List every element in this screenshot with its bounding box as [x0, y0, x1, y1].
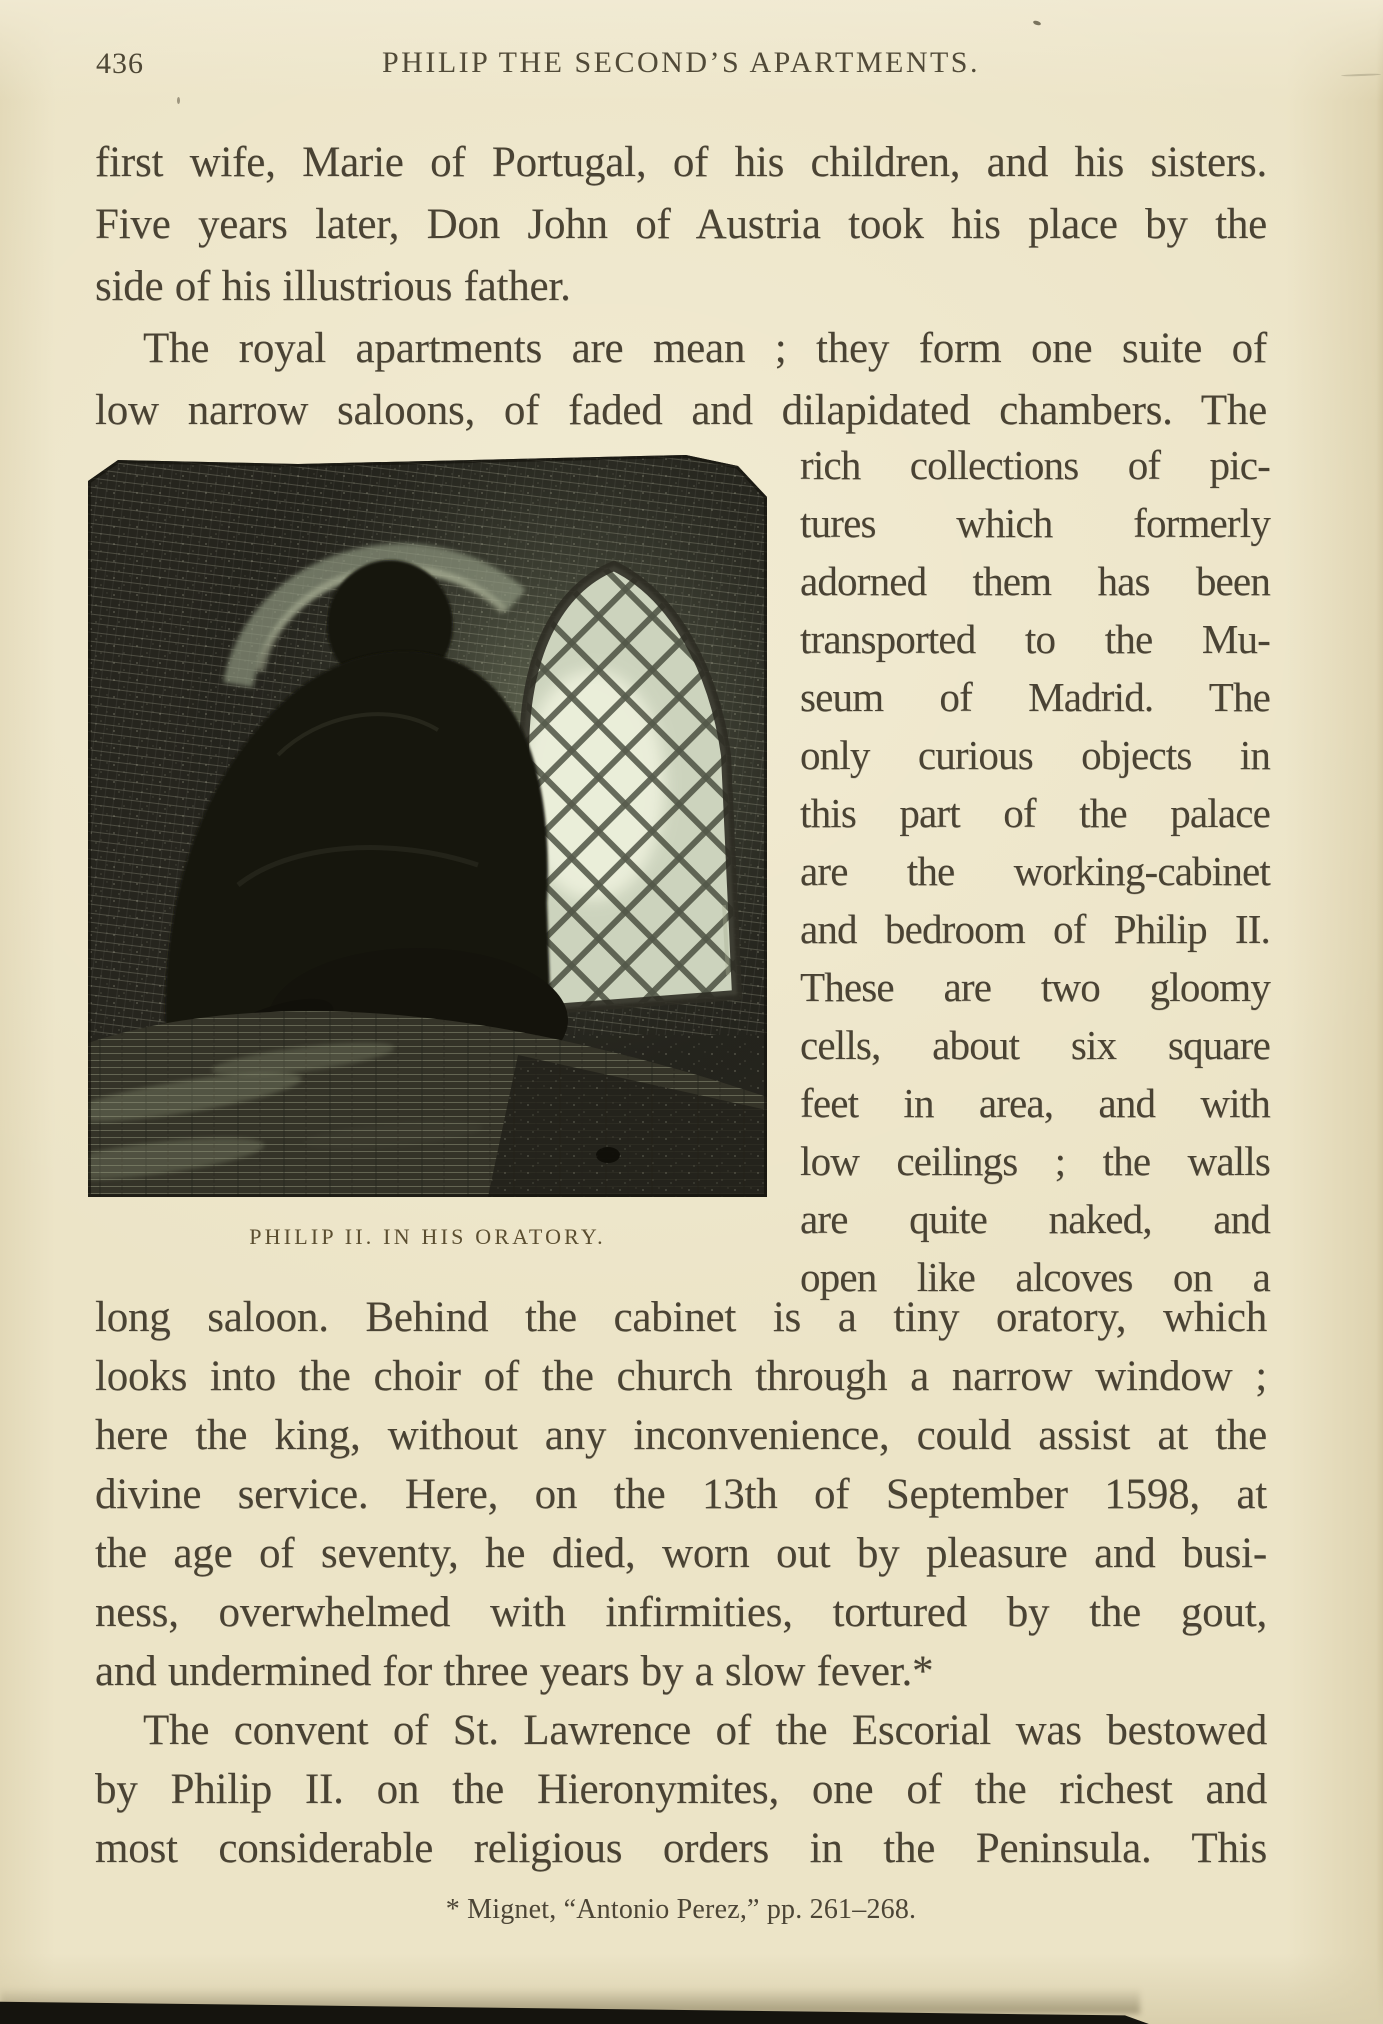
text-line: most considerable religious orders in the Peninsula. This: [95, 1825, 1267, 1872]
scan-scratch: [1341, 73, 1381, 76]
text-line: first wife, Marie of Portugal, of his children, and his sisters.: [95, 139, 1267, 186]
page-number: 436: [96, 47, 144, 80]
text-line: are quite naked, and: [800, 1196, 1270, 1242]
illustration-caption: PHILIP II. IN HIS ORATORY.: [249, 1224, 606, 1249]
text-line: looks into the choir of the church through a narrow window ;: [95, 1353, 1267, 1400]
oratory-engraving-illustration: [88, 455, 767, 1197]
text-line: and bedroom of Philip II.: [800, 906, 1270, 952]
text-line: rich collections of pic-: [800, 442, 1270, 488]
text-line: The convent of St. Lawrence of the Escorial was bestowed: [143, 1707, 1267, 1754]
text-line: feet in area, and with: [800, 1080, 1270, 1126]
text-line: The royal apartments are mean ; they form one suite of: [143, 325, 1267, 372]
text-line: adorned them has been: [800, 558, 1270, 604]
text-line: this part of the palace: [800, 790, 1270, 836]
footnote: * Mignet, “Antonio Perez,” pp. 261–268.: [445, 1894, 917, 1925]
text-line: These are two gloomy: [800, 964, 1270, 1010]
text-line: divine service. Here, on the 13th of September 1598, at: [95, 1471, 1267, 1518]
text-line: low narrow saloons, of faded and dilapidated chambers. The: [95, 387, 1267, 434]
text-line: the age of seventy, he died, worn out by pleasure and busi-: [95, 1530, 1267, 1577]
text-line: cells, about six square: [800, 1022, 1270, 1068]
text-line: long saloon. Behind the cabinet is a tiny oratory, which: [95, 1294, 1267, 1341]
running-header: PHILIP THE SECOND’S APARTMENTS.: [381, 46, 980, 79]
text-line: are the working-cabinet: [800, 848, 1270, 894]
text-line: here the king, without any inconvenience, could assist at the: [95, 1412, 1267, 1459]
text-line: seum of Madrid. The: [800, 674, 1270, 720]
scan-speck: [177, 97, 180, 104]
text-line: Five years later, Don John of Austria took his place by the: [95, 201, 1267, 248]
text-line: ness, overwhelmed with infirmities, tortured by the gout,: [95, 1589, 1267, 1636]
text-line: and undermined for three years by a slow fever.*: [95, 1648, 934, 1695]
scan-speck: [1033, 20, 1042, 26]
text-line: tures which formerly: [800, 500, 1270, 546]
text-line: transported to the Mu-: [800, 616, 1270, 662]
text-line: low ceilings ; the walls: [800, 1138, 1270, 1184]
text-line: open like alcoves on a: [800, 1254, 1270, 1300]
text-line: only curious objects in: [800, 732, 1270, 778]
text-line: side of his illustrious father.: [95, 263, 571, 310]
text-line: by Philip II. on the Hieronymites, one of the richest and: [95, 1766, 1267, 1813]
